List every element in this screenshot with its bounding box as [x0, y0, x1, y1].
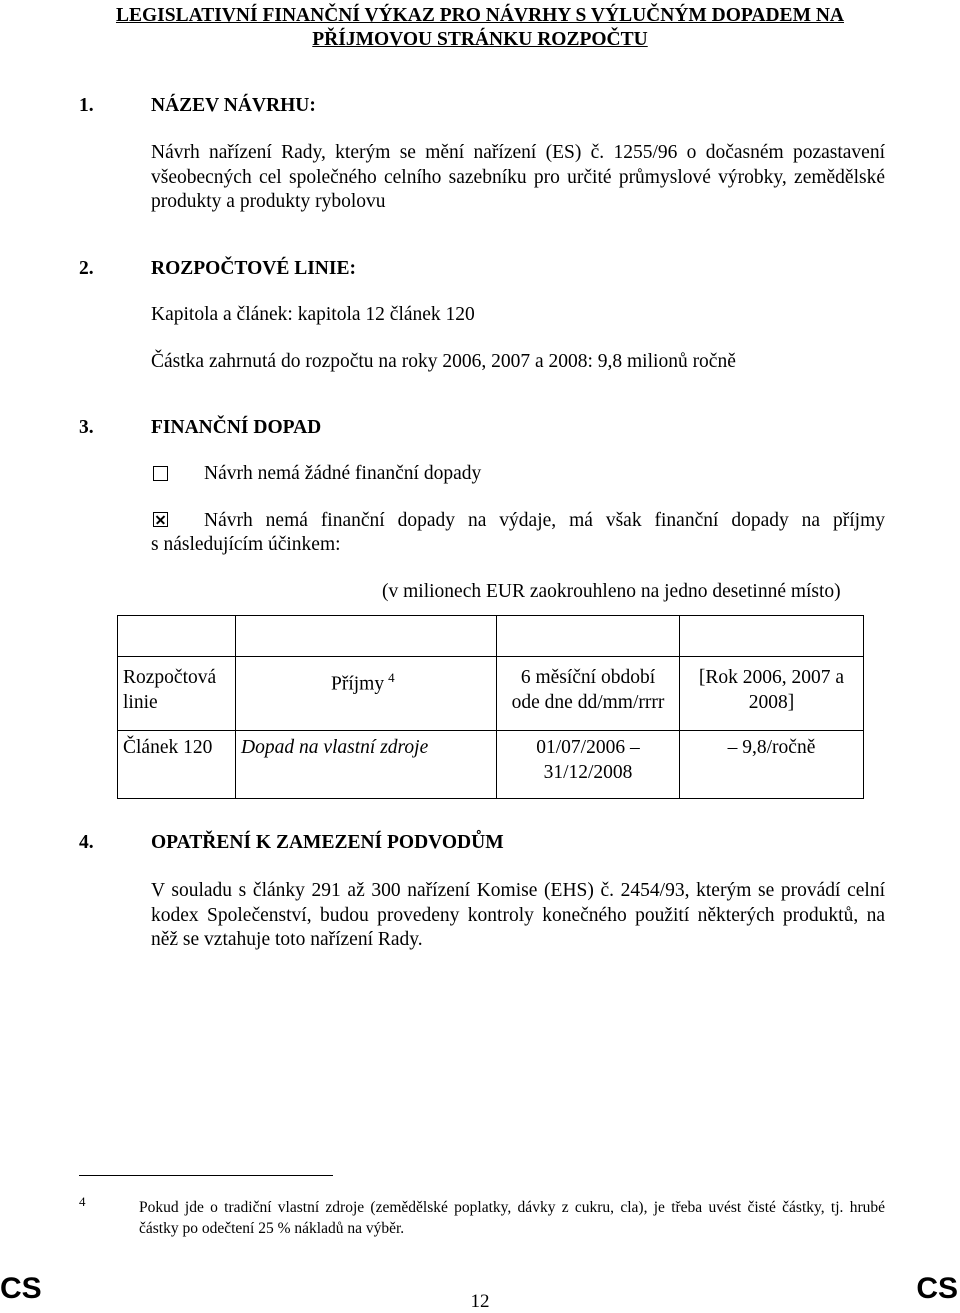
cell-amount: – 9,8/ročně [680, 731, 864, 799]
revenue-impact-label: Návrh nemá finanční dopady na výdaje, má však finanční dopady na příjmy [204, 510, 885, 531]
footnote-marker: 4 [79, 1194, 86, 1209]
section-2-heading: ROZPOČTOVÉ LINIE: [151, 258, 356, 279]
footnote-separator [79, 1175, 333, 1176]
header-period: 6 měsíční období ode dne dd/mm/rrrr [497, 657, 680, 731]
page-number: 12 [470, 1291, 490, 1312]
budget-chapter-line: Kapitola a článek: kapitola 12 článek 120 [151, 304, 475, 325]
title-line-1: LEGISLATIVNÍ FINANČNÍ VÝKAZ PRO NÁVRHY S VÝLUČNÝM DOPADEM NA [115, 5, 845, 26]
table-row [118, 731, 864, 799]
section-2-number: 2. [79, 258, 94, 279]
header-years: [Rok 2006, 2007 a 2008] [680, 657, 864, 731]
section-4-heading: OPATŘENÍ K ZAMEZENÍ PODVODŮM [151, 832, 504, 853]
section-3-heading: FINANČNÍ DOPAD [151, 417, 322, 438]
section-4-number: 4. [79, 832, 94, 853]
budget-amount-line: Částka zahrnutá do rozpočtu na roky 2006, 2007 a 2008: 9,8 milionů ročně [151, 351, 736, 372]
cell-period: 01/07/2006 – 31/12/2008 [497, 731, 680, 799]
section-1-heading: NÁZEV NÁVRHU: [151, 95, 316, 116]
header-budget-line: Rozpočtová linie [118, 657, 236, 731]
footnote-text: Pokud jde o tradiční vlastní zdroje (zemědělské poplatky, dávky z cukru, cla), je třeba uvést čisté částky, tj. hrubé částky po odečtení 25 % nákladů na výběr. [139, 1199, 885, 1237]
cell-article: Článek 120 [118, 731, 236, 799]
revenue-impact-label-cont: s následujícím účinkem: [151, 534, 341, 555]
section-3-number: 3. [79, 417, 94, 438]
table-header-row [118, 657, 864, 731]
section-4-text: V souladu s články 291 až 300 nařízení Komise (EHS) č. 2454/93, kterým se provádí celní kodex Společenství, budou provedeny kontroly konečného použití některých produktů, na něž se vztahuje toto nařízení Rady. [151, 880, 885, 950]
cell-impact: Dopad na vlastní zdroje [236, 731, 497, 799]
document-title [0, 4, 960, 52]
no-impact-checkbox[interactable] [153, 466, 168, 481]
no-impact-label: Návrh nemá žádné finanční dopady [204, 463, 482, 484]
revenue-impact-checkbox[interactable] [153, 512, 168, 527]
title-line-2: PŘÍJMOVOU STRÁNKU ROZPOČTU [312, 29, 648, 50]
language-label-right: CS [916, 1272, 958, 1305]
unit-note: (v milionech EUR zaokrouhleno na jedno desetinné místo) [382, 581, 841, 602]
footnote-ref-4[interactable]: 4 [388, 670, 395, 685]
language-label-left: CS [0, 1272, 42, 1305]
table-empty-row [118, 616, 864, 657]
section-1-text: Návrh nařízení Rady, kterým se mění nařízení (ES) č. 1255/96 o dočasném pozastavení všeobecných cel společného celního sazebníku pro určité průmyslové výrobky, zemědělské produkty a produkty rybolovu [151, 142, 885, 212]
section-1-number: 1. [79, 95, 94, 116]
header-revenue: Příjmy $^4$ [236, 657, 497, 731]
financial-impact-table [117, 615, 864, 799]
